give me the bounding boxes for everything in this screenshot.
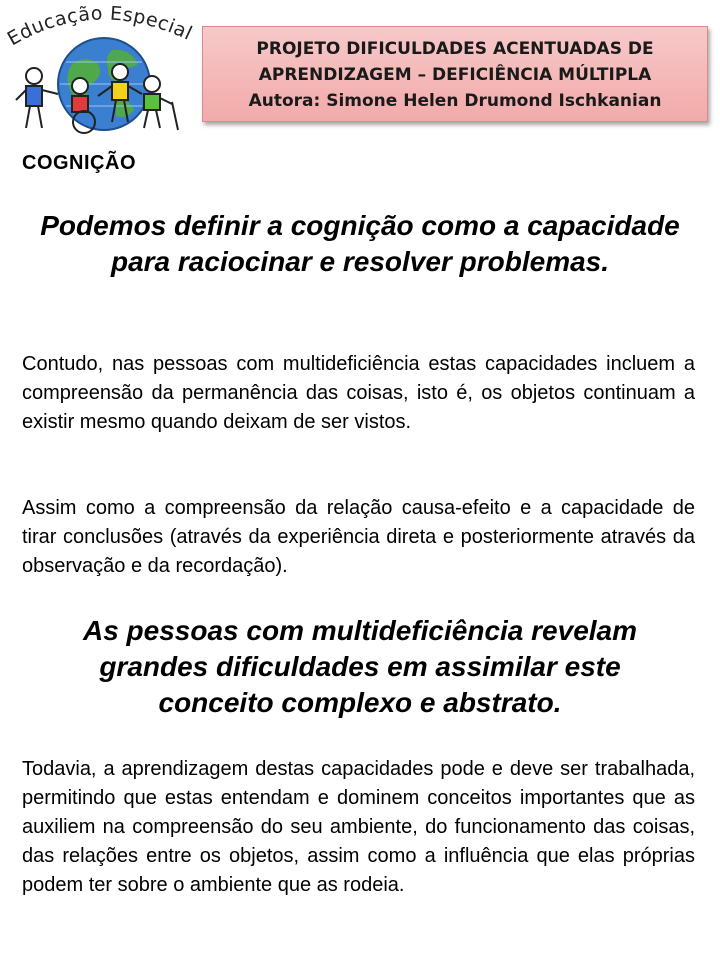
logo: [4, 6, 200, 136]
definition-statement: Podemos definir a cognição como a capacidade para raciocinar e resolver problemas.: [40, 210, 680, 277]
title-box: [202, 26, 708, 122]
globe-children-illustration: [4, 6, 200, 136]
emphasis-statement: As pessoas com multideficiência revelam grandes dificuldades em assimilar este conceito complexo e abstrato.: [82, 615, 638, 718]
author-line: Autora: Simone Helen Drumond Ischkanian: [248, 91, 662, 111]
paragraph-2: Assim como a compreensão da relação causa-efeito e a capacidade de tirar conclusões (através da experiência direta e posteriormente através da observação e da recordação).: [22, 497, 695, 577]
section-heading: COGNIÇÃO: [22, 152, 136, 174]
paragraph-3: Todavia, a aprendizagem destas capacidades pode e deve ser trabalhada, permitindo que estas entendam e dominem conceitos importantes que as auxiliem na compreensão do seu ambiente, do funcionamento das coisas, das relações entre os objetos, assim como a influência que elas próprias podem ter sobre o ambiente que as rodeia.: [22, 758, 695, 896]
paragraph-1: Contudo, nas pessoas com multideficiência estas capacidades incluem a compreensão da permanência das coisas, isto é, os objetos continuam a existir mesmo quando deixam de ser vistos.: [22, 353, 695, 433]
logo-text: Educação Especial: [4, 6, 196, 51]
title-line-1: PROJETO DIFICULDADES ACENTUADAS DE: [256, 39, 654, 59]
title-line-2: APRENDIZAGEM – DEFICIÊNCIA MÚLTIPLA: [258, 65, 652, 85]
